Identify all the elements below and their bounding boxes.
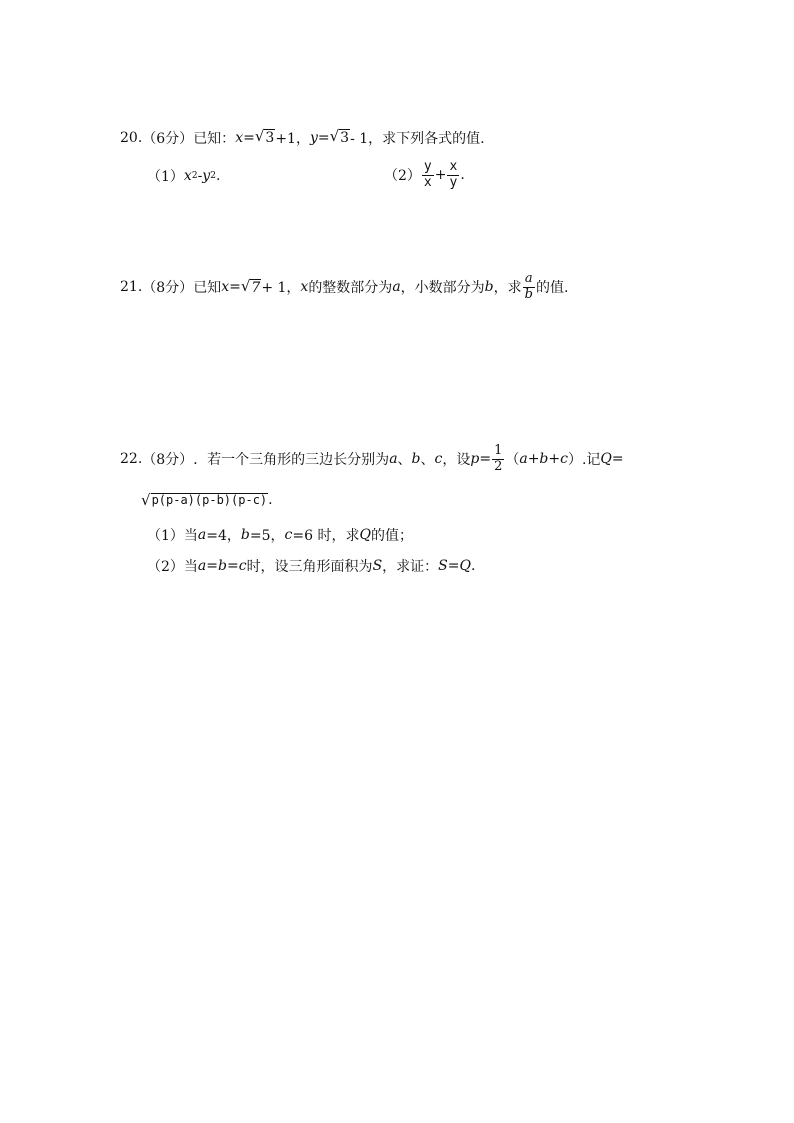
q20-p1-end: . [215,168,221,184]
q20-p1-x: x [183,168,192,184]
q22-half-num: 1 [494,443,503,458]
q22-eq: = [479,451,492,468]
q20-stem [120,128,485,148]
q22-p1-a: a [197,527,207,543]
q21-x-var-2: x [300,279,309,296]
q22-half-den: 2 [494,458,503,474]
q22-p2-end: . [470,558,476,574]
q22-note: 记 [586,452,601,469]
sqrt-icon: √ [329,127,340,146]
q22-p1-b-val: =5， [249,528,285,544]
q22-mid: ，设 [442,452,471,469]
q22-radical-line [141,492,273,508]
q22-paren: （ [505,452,520,469]
q20-p1-y: y [202,168,211,184]
q20-p1-label: （1） [147,169,184,185]
q22-b: b [411,451,421,468]
q21-frac-den: b [524,286,533,302]
q22-p2-mid: 时，设三角形面积为 [246,559,373,575]
q20-part1 [147,166,220,186]
q20-p1-exp: 2 [191,171,198,181]
q22-p2-mid2: ，求证： [382,559,439,575]
q22-stem [120,444,624,475]
q21-frac-num: a [524,271,533,286]
q22-p2-eq3: = [447,558,460,574]
q20-p2-num2: x [449,159,458,174]
q21-b: b [484,279,494,296]
q20-number: 20. [120,130,143,146]
q20-p2-den2: y [449,174,458,190]
q21-number: 21. [120,279,143,296]
q22-p1-c-val: =6 时，求 [292,528,360,544]
q22-a: a [389,451,398,468]
q22-p2-b: b [218,558,227,574]
q20-minus1: - 1，求下列各式的值. [350,131,485,147]
q22-p2-c: c [238,558,247,574]
q20-plus1: +1， [275,131,310,147]
q21-mid: 的整数部分为 [308,280,393,297]
q21-score: （8分） [142,280,194,297]
q22-Q: Q [600,451,612,468]
q22-p1-end: 的值； [370,528,413,544]
q21-x-var: x [221,279,230,296]
q20-eq: = [243,130,255,146]
q22-p1-label: （1）当 [147,528,198,544]
q21-root7: 7 [251,279,261,296]
q21-mid2: ，小数部分为 [400,280,485,297]
q20-p1-exp-2: 2 [210,171,216,181]
q21-frac [523,272,535,303]
q20-p2-frac2 [447,160,459,191]
q22-number: 22. [120,451,143,468]
q22-p: p [470,451,480,468]
q22-p2-label: （2）当 [147,559,198,575]
q22-p2-S2: S [438,558,448,574]
q21-sqrt7 [240,276,261,296]
q22-p1-b: b [240,527,250,543]
q21-eq: = [229,279,241,296]
q22-part1 [147,525,413,545]
q20-sqrt3-a [255,129,275,146]
q20-y-var: y [309,130,318,146]
q20-part2 [384,160,465,191]
q22-abc: a+b+c [519,451,568,468]
q21-mid3: ，求 [493,280,522,297]
q20-p2-plus: + [434,167,447,184]
q20-x-var: x [235,130,244,146]
q20-score: （6分） [142,131,194,147]
q20-lead: 已知： [193,131,236,147]
q20-eq-2: = [317,130,330,146]
q22-p2-eq2: = [226,558,239,574]
q22-eq2: = [611,451,624,468]
q22-sqrt [141,490,268,509]
q20-sqrt3-b [330,129,350,146]
q22-sep2: 、 [420,452,435,469]
q22-rad-end: . [268,492,273,508]
q21-a: a [392,279,401,296]
q20-p2-num1: y [423,159,432,174]
q22-score: （8分） [142,452,194,469]
q22-p2-eq1: = [206,558,219,574]
q22-p1-c: c [284,527,293,543]
q22-c: c [434,451,443,468]
sqrt-icon: √ [141,490,151,509]
q22-p2-a: a [197,558,207,574]
q20-p2-frac1 [422,160,434,191]
q21-lead: 已知 [193,280,222,297]
q22-p2-S: S [372,558,383,574]
q20-root3-a: 3 [265,130,275,147]
q21-stem [120,272,568,303]
q22-part2 [147,556,475,576]
q21-end: 的值. [535,280,569,297]
sqrt-icon: √ [240,276,251,295]
q22-p1-a-val: =4， [206,528,241,544]
q20-root3-b: 3 [340,130,350,147]
sqrt-icon: √ [254,127,265,146]
q20-p2-den1: x [423,174,432,190]
q22-sep1: 、 [397,452,412,469]
q22-p1-Q: Q [359,527,371,543]
q22-half [492,444,504,475]
q22-lead: ．若一个三角形的三边长分别为 [193,452,390,469]
q22-p2-Q: Q [459,558,471,574]
q22-radicand: p(p-a)(p-b)(p-c) [151,492,268,507]
q20-p2-end: . [460,167,465,184]
q21-plus1: + 1， [261,280,301,297]
q20-p2-label: （2） [384,168,421,185]
q22-paren-end: ）. [567,452,587,469]
q20-p1-minus: - [197,168,203,184]
